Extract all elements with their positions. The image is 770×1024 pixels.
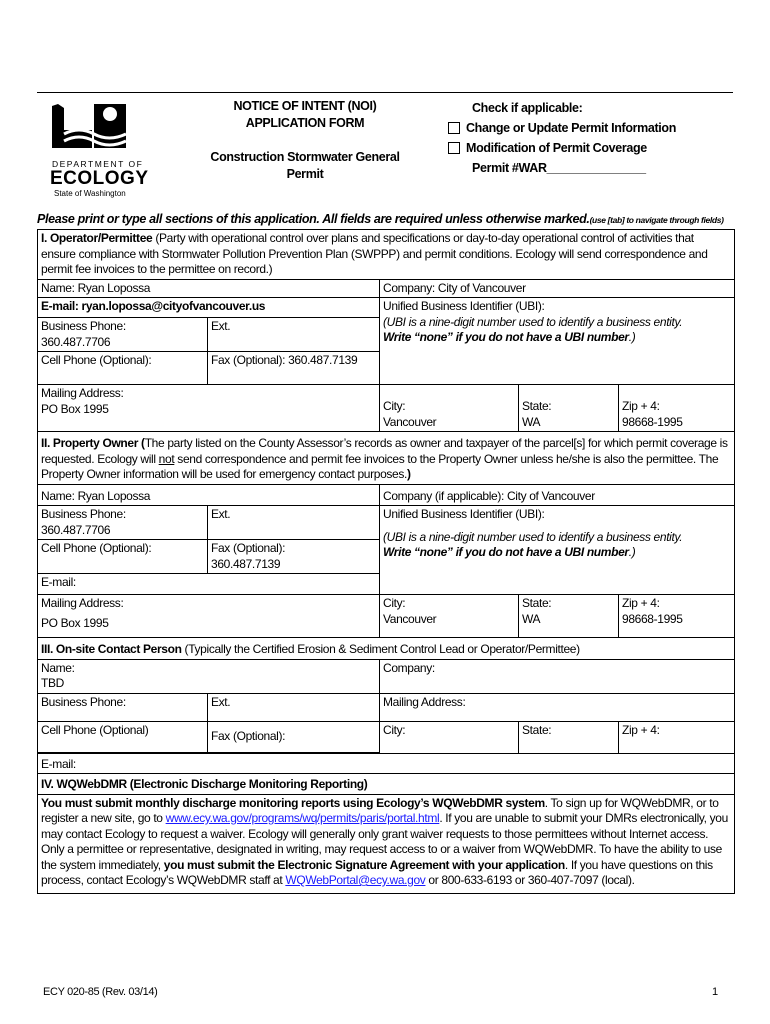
s1-city-label: City: [383,399,406,413]
s3-fax-field[interactable]: Fax (Optional): [208,721,380,752]
s1-email-field[interactable]: E-mail: ryan.lopossa@cityofvancouver.us [38,298,380,318]
s1-city-field[interactable] [380,385,519,432]
form-title: NOTICE OF INTENT (NOI) [233,99,377,113]
s2-ubi-end: .) [628,545,636,559]
s1-cell-phone-field[interactable]: Cell Phone (Optional): [38,352,208,385]
section-3-header [38,638,735,660]
s2-city-value: Vancouver [383,611,437,626]
s2-mail-label: Mailing Address: [41,596,124,610]
s2-email-field[interactable]: E-mail: [38,574,380,595]
s1-mailing-address-field[interactable] [38,385,380,432]
section-4-body [38,794,735,893]
permit-number-field[interactable]: Permit #WAR_______________ [472,161,646,175]
s1-fax-field[interactable]: Fax (Optional): 360.487.7139 [208,352,380,385]
section-4-header: IV. WQWebDMR (Electronic Discharge Monitoring Reporting) [38,774,735,795]
section-1-title: I. Operator/Permittee [41,231,153,245]
section-1-header [38,230,735,280]
s4-p1-c: . If you have questions on this process, contact Ecology’s WQWebDMR staff at [41,857,713,887]
s3-city-field[interactable]: City: [380,721,519,753]
page-number: 1 [712,986,718,998]
s2-cell-phone-field[interactable]: Cell Phone (Optional): [38,540,208,574]
section-3-description: (Typically the Certified Erosion & Sediment Control Lead or Operator/Permittee) [181,642,580,656]
instructions-tab-note: (use [tab] to navigate through fields) [589,215,724,225]
s3-name-label: Name: [41,660,75,675]
s2-fax-value: 360.487.7139 [211,556,281,571]
s4-p1-d: or 800-633-6193 or 360-407-7097 (local). [425,873,635,887]
s2-name-field[interactable]: Name: Ryan Lopossa [38,484,380,506]
s1-ubi-note: (UBI is a nine-digit number used to identify a business entity. [383,314,683,329]
s2-zip-value: 98668-1995 [622,611,683,626]
s2-bphone-value: 360.487.7706 [41,522,111,537]
check-heading: Check if applicable: [472,101,583,115]
logo-state-text: State of Washington [54,189,126,198]
s2-ubi-note: (UBI is a nine-digit number used to identify a business entity. [383,529,683,544]
s1-business-phone-field[interactable] [38,318,208,352]
ecology-logo [44,100,164,200]
s2-mailing-address-field[interactable] [38,595,380,638]
section-2-header [38,432,735,485]
s1-zip-field[interactable] [619,385,735,432]
s2-state-label: State: [522,596,552,610]
form-title-block [200,98,410,183]
s2-business-phone-field[interactable] [38,506,208,540]
s1-company-field[interactable]: Company: City of Vancouver [380,279,735,298]
s4-p1-a: . To sign up for WQWebDMR, or to register a new site, go to [41,795,719,825]
s3-name-value: TBD [41,676,64,690]
s2-company-field[interactable]: Company (if applicable): City of Vancouver [380,484,735,506]
s2-fax-field[interactable] [208,540,380,574]
washington-state-logo-icon [44,100,154,160]
header-rule [37,92,733,93]
s2-zip-field[interactable] [619,595,735,638]
s3-cell-phone-field[interactable]: Cell Phone (Optional) [38,721,208,752]
s3-business-phone-field[interactable]: Business Phone: [38,693,208,721]
s2-ext-field[interactable]: Ext. [208,506,380,540]
s3-state-field[interactable]: State: [519,721,619,753]
s2-bphone-label: Business Phone: [41,507,126,521]
form-subtitle-2: Permit [286,167,324,181]
s2-state-value: WA [522,611,541,626]
s3-name-field[interactable] [38,659,380,693]
section-3-title: III. On-site Contact Person [41,642,182,656]
s2-city-field[interactable] [380,595,519,638]
form-title-2: APPLICATION FORM [245,116,365,130]
logo-department-text: DEPARTMENT OF [52,159,144,169]
s3-company-field[interactable]: Company: [380,659,735,693]
check-if-applicable [448,98,708,178]
s1-bphone-label: Business Phone: [41,319,126,333]
wqwebportal-email-link[interactable]: WQWebPortal@ecy.wa.gov [285,873,426,887]
s1-mail-label: Mailing Address: [41,386,124,400]
s2-ubi-none: Write “none” if you do not have a UBI number [383,545,629,559]
section-2-desc-not: not [158,451,175,466]
form-number: ECY 020-85 (Rev. 03/14) [43,986,158,998]
modification-checkbox[interactable] [448,142,460,154]
section-2-title: II. Property Owner ( [41,436,145,450]
section-1-description: (Party with operational control over plans and specifications or day-to-day operational control of activities that ensure compliance with Stormwater Pollution Prevention Plan (SWPPP) and permit conditions. Ecology will send correspondence and permit fee invoices to the permittee on record.) [41,231,708,276]
s1-name-field[interactable]: Name: Ryan Lopossa [38,279,380,298]
s1-ubi-field[interactable] [380,298,735,385]
s3-mailing-address-field[interactable]: Mailing Address: [380,693,735,721]
s2-zip-label: Zip + 4: [622,596,660,610]
s1-state-value: WA [522,414,541,429]
section-2-desc-end: ) [407,467,411,481]
s1-ubi-end: .) [628,330,636,344]
s4-p1-bold2: you must submit the Electronic Signature Agreement with your application [163,857,565,872]
s1-city-value: Vancouver [383,414,437,429]
s1-state-field[interactable] [519,385,619,432]
change-update-checkbox[interactable] [448,122,460,134]
s2-fax-label: Fax (Optional): [211,541,286,555]
s3-zip-field[interactable]: Zip + 4: [619,721,735,753]
s1-mail-value: PO Box 1995 [41,401,109,416]
s1-ext-field[interactable]: Ext. [208,318,380,352]
section-2-desc-a: The party listed on the County Assessor’s records as owner and taxpayer of the parcel[s] for which permit coverage is requested. Ecology will [41,436,728,466]
instructions-main: Please print or type all sections of this application. All fields are required unless otherwise marked. [37,212,590,226]
s4-p1-b: . If you are unable to submit your DMRs electronically, you may contact Ecology to request a waiver. Ecology will generally only grant waiver requests to those permittees without Internet access. Only a permittee or representative, designated in writing, may request access to or a waiver from WQWebDMR. To have the ability to use the system immediately, [41,811,728,872]
s2-state-field[interactable] [519,595,619,638]
s1-ubi-none: Write “none” if you do not have a UBI number [383,330,629,344]
s2-ubi-field[interactable] [380,506,735,595]
change-update-label: Change or Update Permit Information [466,121,676,135]
s3-email-field[interactable]: E-mail: [38,753,735,774]
section-2-desc-b: send correspondence and permit fee invoices to the Property Owner unless he/she is also the permittee. The Property Owner information will be used for emergency contact purposes. [41,451,719,481]
form-subtitle: Construction Stormwater General [210,150,400,164]
modification-label: Modification of Permit Coverage [466,141,647,155]
s1-bphone-value: 360.487.7706 [41,334,111,349]
s3-ext-field[interactable]: Ext. [208,693,380,721]
logo-ecology-text: ECOLOGY [50,168,149,189]
application-form-table [37,229,735,894]
s2-mail-value: PO Box 1995 [41,615,109,630]
s4-p1-bold: You must submit monthly discharge monitoring reports using Ecology’s WQWebDMR system [41,795,545,810]
instructions [37,212,737,226]
s1-state-label: State: [522,399,552,413]
s2-ubi-label: Unified Business Identifier (UBI): [383,507,545,521]
s1-ubi-label: Unified Business Identifier (UBI): [383,299,545,313]
s2-city-label: City: [383,596,406,610]
paris-portal-link[interactable]: www.ecy.wa.gov/programs/wq/permits/paris/portal.html [165,811,440,825]
s1-zip-label: Zip + 4: [622,399,660,413]
s1-zip-value: 98668-1995 [622,414,683,429]
